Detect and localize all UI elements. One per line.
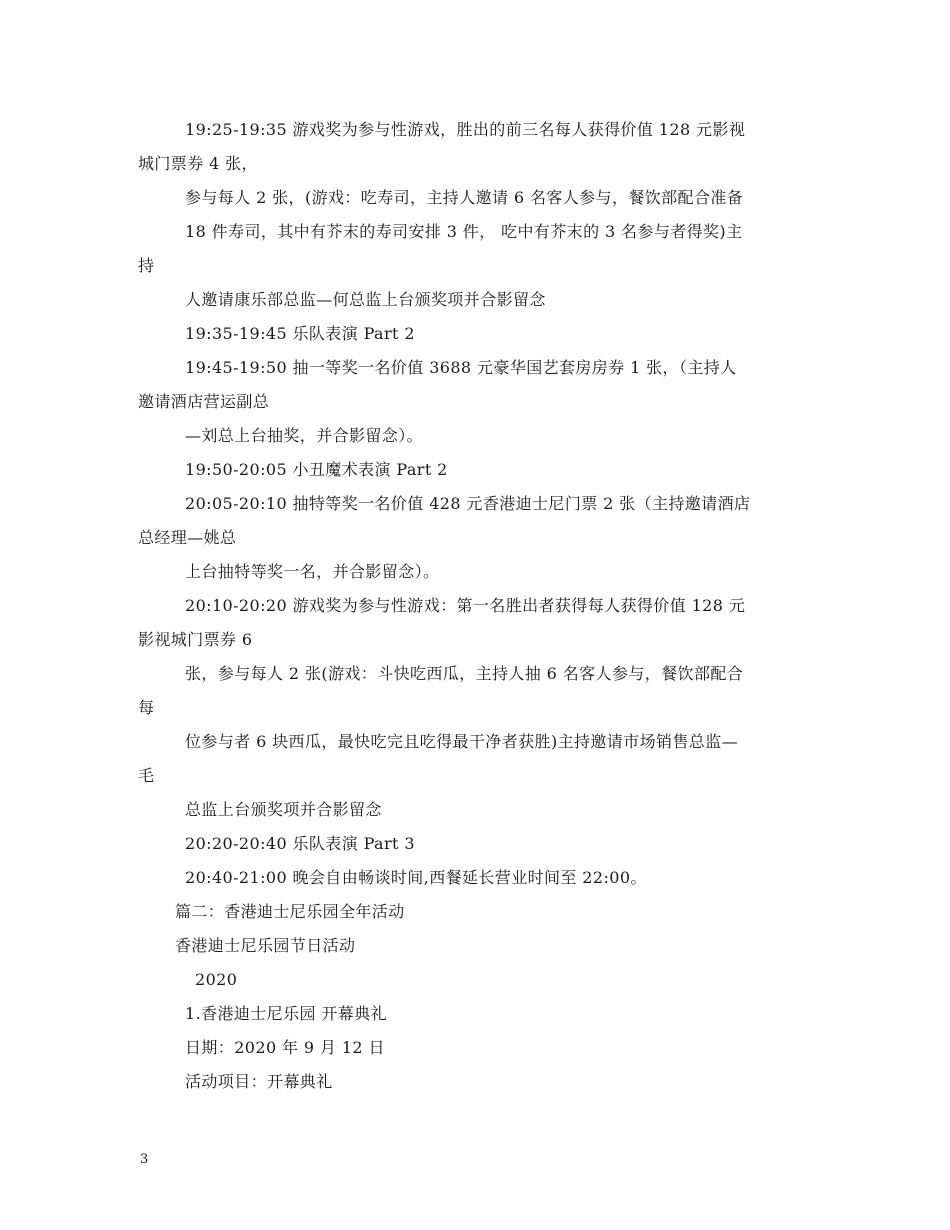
text-line: 城门票券 4 张， (138, 154, 258, 173)
text-line: 2020 (195, 970, 238, 989)
text-line: 19:25-19:35 游戏奖为参与性游戏，胜出的前三名每人获得价值 128 元影视 (185, 120, 746, 139)
text-line: 19:50-20:05 小丑魔术表演 Part 2 (185, 460, 448, 479)
text-line: 邀请酒店营运副总 (138, 392, 270, 411)
text-line: 人邀请康乐部总监—何总监上台颁奖项并合影留念 (185, 290, 546, 309)
text-line: 活动项目：开幕典礼 (185, 1072, 333, 1091)
text-line: 毛 (138, 766, 155, 785)
text-line: 总监上台颁奖项并合影留念 (185, 800, 382, 819)
text-line: 持 (138, 256, 155, 275)
text-line: 日期：2020 年 9 月 12 日 (185, 1038, 385, 1057)
text-line: 20:40-21:00 晚会自由畅谈时间,西餐延长营业时间至 22:00。 (185, 868, 647, 887)
text-line: 上台抽特等奖一名，并合影留念）。 (185, 562, 440, 581)
text-line: 19:45-19:50 抽一等奖一名价值 3688 元豪华国艺套房房券 1 张，（主持人 (185, 358, 737, 377)
text-line: 位参与者 6 块西瓜，最快吃完且吃得最干净者获胜)主持邀请市场销售总监— (185, 732, 738, 751)
text-line: 总经理—姚总 (138, 528, 237, 547)
text-line: 20:05-20:10 抽特等奖一名价值 428 元香港迪士尼门票 2 张（主持邀请酒店 (185, 494, 751, 513)
text-line: 1.香港迪士尼乐园 开幕典礼 (185, 1004, 387, 1023)
section-heading: 篇二：香港迪士尼乐园全年活动 (175, 902, 405, 921)
text-line: —刘总上台抽奖，并合影留念）。 (185, 426, 424, 445)
text-line: 每 (138, 698, 155, 717)
text-line: 香港迪士尼乐园节日活动 (175, 936, 356, 955)
page-number: 3 (140, 1152, 149, 1167)
text-line: 20:20-20:40 乐队表演 Part 3 (185, 834, 415, 853)
text-line: 张，参与每人 2 张(游戏：斗快吃西瓜，主持人抽 6 名客人参与，餐饮部配合 (185, 664, 744, 683)
text-line: 18 件寿司，其中有芥末的寿司安排 3 件， 吃中有芥末的 3 名参与者得奖)主 (185, 222, 743, 241)
text-line: 19:35-19:45 乐队表演 Part 2 (185, 324, 415, 343)
text-line: 20:10-20:20 游戏奖为参与性游戏：第一名胜出者获得每人获得价值 128 元 (185, 596, 746, 615)
text-line: 参与每人 2 张，(游戏：吃寿司，主持人邀请 6 名客人参与，餐饮部配合准备 (185, 188, 744, 207)
text-line: 影视城门票券 6 (138, 630, 253, 649)
